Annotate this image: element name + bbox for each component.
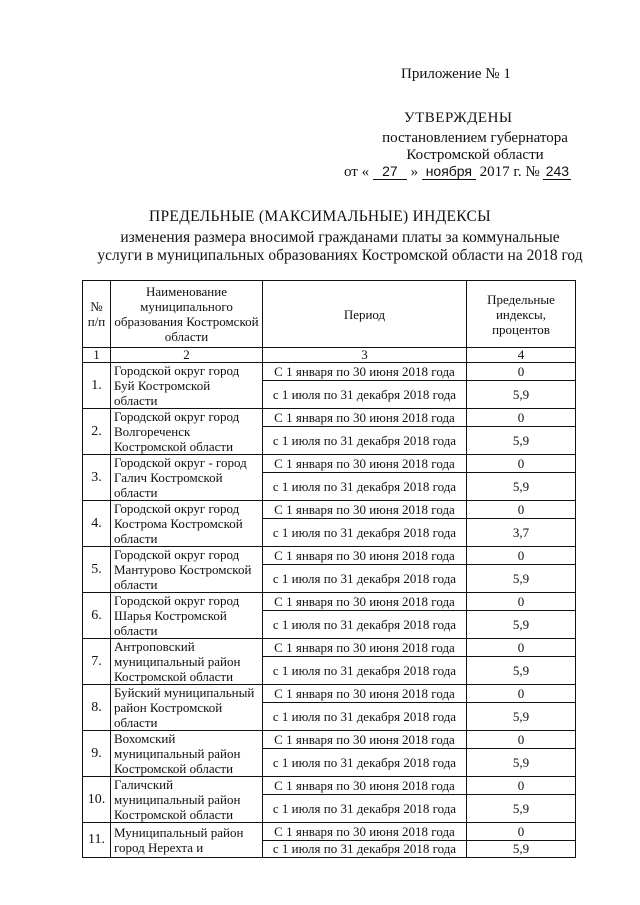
row-number: 6.	[83, 593, 111, 639]
decree-block	[356, 130, 594, 164]
index-first-half: 0	[467, 685, 576, 703]
index-first-half: 0	[467, 731, 576, 749]
period-first-half: С 1 января по 30 июня 2018 года	[263, 501, 467, 519]
municipality-name-line: области	[114, 577, 158, 592]
municipality-name-line: Антроповский	[114, 639, 195, 654]
row-number: 3.	[83, 455, 111, 501]
document-subtitle	[80, 229, 600, 265]
index-second-half: 5,9	[467, 427, 576, 455]
municipality-name-line: области	[114, 393, 158, 408]
row-number: 4.	[83, 501, 111, 547]
period-second-half: с 1 июля по 31 декабря 2018 года	[263, 381, 467, 409]
period-second-half: с 1 июля по 31 декабря 2018 года	[263, 703, 467, 731]
index-second-half: 5,9	[467, 565, 576, 593]
decree-line-1: постановлением губернатора	[382, 130, 568, 146]
row-number: 7.	[83, 639, 111, 685]
decree-line-2: Костромской области	[406, 147, 544, 163]
period-second-half: с 1 июля по 31 декабря 2018 года	[263, 657, 467, 685]
index-second-half: 5,9	[467, 473, 576, 501]
document-title: ПРЕДЕЛЬНЫЕ (МАКСИМАЛЬНЫЕ) ИНДЕКСЫ	[149, 208, 491, 225]
period-second-half: с 1 июля по 31 декабря 2018 года	[263, 427, 467, 455]
period-second-half: с 1 июля по 31 декабря 2018 года	[263, 611, 467, 639]
period-first-half: С 1 января по 30 июня 2018 года	[263, 455, 467, 473]
period-second-half: с 1 июля по 31 декабря 2018 года	[263, 749, 467, 777]
index-second-half: 5,9	[467, 749, 576, 777]
municipality-name-line: Городской округ город	[114, 501, 240, 516]
column-number: 1	[83, 348, 111, 363]
column-number: 4	[467, 348, 576, 363]
period-first-half: С 1 января по 30 июня 2018 года	[263, 823, 467, 841]
municipality-name	[111, 731, 263, 777]
municipality-name-line: Костромской области	[114, 669, 234, 684]
index-second-half: 5,9	[467, 611, 576, 639]
index-second-half: 5,9	[467, 795, 576, 823]
municipality-name-line: Муниципальный район	[114, 825, 244, 840]
period-first-half: С 1 января по 30 июня 2018 года	[263, 777, 467, 795]
table-row	[83, 501, 576, 519]
municipality-name-line: Вохомский	[114, 731, 176, 746]
approved-label: УТВЕРЖДЕНЫ	[404, 110, 513, 126]
index-second-half: 5,9	[467, 381, 576, 409]
index-second-half: 5,9	[467, 703, 576, 731]
municipality-name-line: Шарья Костромской	[114, 608, 227, 623]
municipality-name-line: области	[114, 531, 158, 546]
municipality-name-line: муниципальный район	[114, 654, 241, 669]
index-first-half: 0	[467, 823, 576, 841]
decree-date-line	[344, 163, 571, 181]
decree-number: 243	[543, 163, 571, 180]
column-number: 2	[111, 348, 263, 363]
table-row	[83, 409, 576, 427]
municipality-name	[111, 363, 263, 409]
table-row	[83, 731, 576, 749]
row-number: 8.	[83, 685, 111, 731]
municipality-name-line: Городской округ город	[114, 363, 240, 378]
municipality-name-line: муниципальный район	[114, 792, 241, 807]
municipality-name-line: район Костромской	[114, 700, 223, 715]
municipality-name-line: Городской округ город	[114, 409, 240, 424]
header-num: № п/п	[83, 281, 111, 348]
period-second-half: с 1 июля по 31 декабря 2018 года	[263, 565, 467, 593]
municipality-name-line: Кострома Костромской	[114, 516, 243, 531]
index-first-half: 0	[467, 455, 576, 473]
header-index: Предельные индексы, процентов	[467, 281, 576, 348]
row-number: 1.	[83, 363, 111, 409]
row-number: 11.	[83, 823, 111, 858]
column-number-row	[83, 348, 576, 363]
municipality-name	[111, 685, 263, 731]
municipality-name	[111, 501, 263, 547]
table-header-row	[83, 281, 576, 348]
index-first-half: 0	[467, 593, 576, 611]
municipality-name-line: области	[114, 485, 158, 500]
appendix-label: Приложение № 1	[401, 66, 511, 82]
table-row	[83, 639, 576, 657]
municipality-name-line: области	[114, 715, 158, 730]
period-first-half: С 1 января по 30 июня 2018 года	[263, 547, 467, 565]
date-prefix: от «	[344, 164, 370, 180]
period-second-half: с 1 июля по 31 декабря 2018 года	[263, 519, 467, 547]
header-name: Наименование муниципального образования Костромской области	[111, 281, 263, 348]
index-first-half: 0	[467, 547, 576, 565]
period-second-half: с 1 июля по 31 декабря 2018 года	[263, 795, 467, 823]
header-period: Период	[263, 281, 467, 348]
index-first-half: 0	[467, 409, 576, 427]
period-second-half: с 1 июля по 31 декабря 2018 года	[263, 473, 467, 501]
table-row	[83, 547, 576, 565]
municipality-name-line: Буй Костромской	[114, 378, 211, 393]
indices-table	[82, 280, 576, 858]
decree-day: 27	[373, 163, 407, 180]
row-number: 2.	[83, 409, 111, 455]
date-day-suffix: »	[410, 164, 419, 180]
table-row	[83, 777, 576, 795]
table-row	[83, 685, 576, 703]
date-year: 2017 г. №	[479, 164, 540, 180]
municipality-name	[111, 777, 263, 823]
municipality-name-line: Костромской области	[114, 439, 234, 454]
index-second-half: 5,9	[467, 841, 576, 858]
table-body	[83, 363, 576, 858]
decree-month: ноября	[422, 163, 476, 180]
municipality-name	[111, 639, 263, 685]
row-number: 9.	[83, 731, 111, 777]
row-number: 5.	[83, 547, 111, 593]
municipality-name-line: Городской округ - город	[114, 455, 247, 470]
municipality-name-line: муниципальный район	[114, 746, 241, 761]
municipality-name-line: Галичский	[114, 777, 174, 792]
subtitle-line-2: услуги в муниципальных образованиях Костромской области на 2018 год	[97, 247, 583, 264]
table-row	[83, 593, 576, 611]
index-first-half: 0	[467, 777, 576, 795]
municipality-name	[111, 823, 263, 858]
index-first-half: 0	[467, 363, 576, 381]
period-second-half: с 1 июля по 31 декабря 2018 года	[263, 841, 467, 858]
period-first-half: С 1 января по 30 июня 2018 года	[263, 731, 467, 749]
table-row	[83, 823, 576, 841]
municipality-name-line: Мантурово Костромской	[114, 562, 252, 577]
municipality-name-line: город Нерехта и	[114, 840, 204, 855]
period-first-half: С 1 января по 30 июня 2018 года	[263, 685, 467, 703]
row-number: 10.	[83, 777, 111, 823]
municipality-name	[111, 455, 263, 501]
municipality-name-line: Городской округ город	[114, 593, 240, 608]
table-row	[83, 363, 576, 381]
municipality-name	[111, 593, 263, 639]
index-first-half: 0	[467, 639, 576, 657]
subtitle-line-1: изменения размера вносимой гражданами платы за коммунальные	[120, 229, 560, 246]
period-first-half: С 1 января по 30 июня 2018 года	[263, 593, 467, 611]
period-first-half: С 1 января по 30 июня 2018 года	[263, 639, 467, 657]
municipality-name-line: Костромской области	[114, 761, 234, 776]
municipality-name-line: Буйский муниципальный	[114, 685, 255, 700]
period-first-half: С 1 января по 30 июня 2018 года	[263, 363, 467, 381]
index-second-half: 3,7	[467, 519, 576, 547]
municipality-name-line: Костромской области	[114, 807, 234, 822]
table-row	[83, 455, 576, 473]
municipality-name	[111, 409, 263, 455]
index-first-half: 0	[467, 501, 576, 519]
municipality-name-line: области	[114, 623, 158, 638]
index-second-half: 5,9	[467, 657, 576, 685]
period-first-half: С 1 января по 30 июня 2018 года	[263, 409, 467, 427]
municipality-name-line: Городской округ город	[114, 547, 240, 562]
municipality-name	[111, 547, 263, 593]
municipality-name-line: Галич Костромской	[114, 470, 223, 485]
municipality-name-line: Волгореченск	[114, 424, 191, 439]
column-number: 3	[263, 348, 467, 363]
